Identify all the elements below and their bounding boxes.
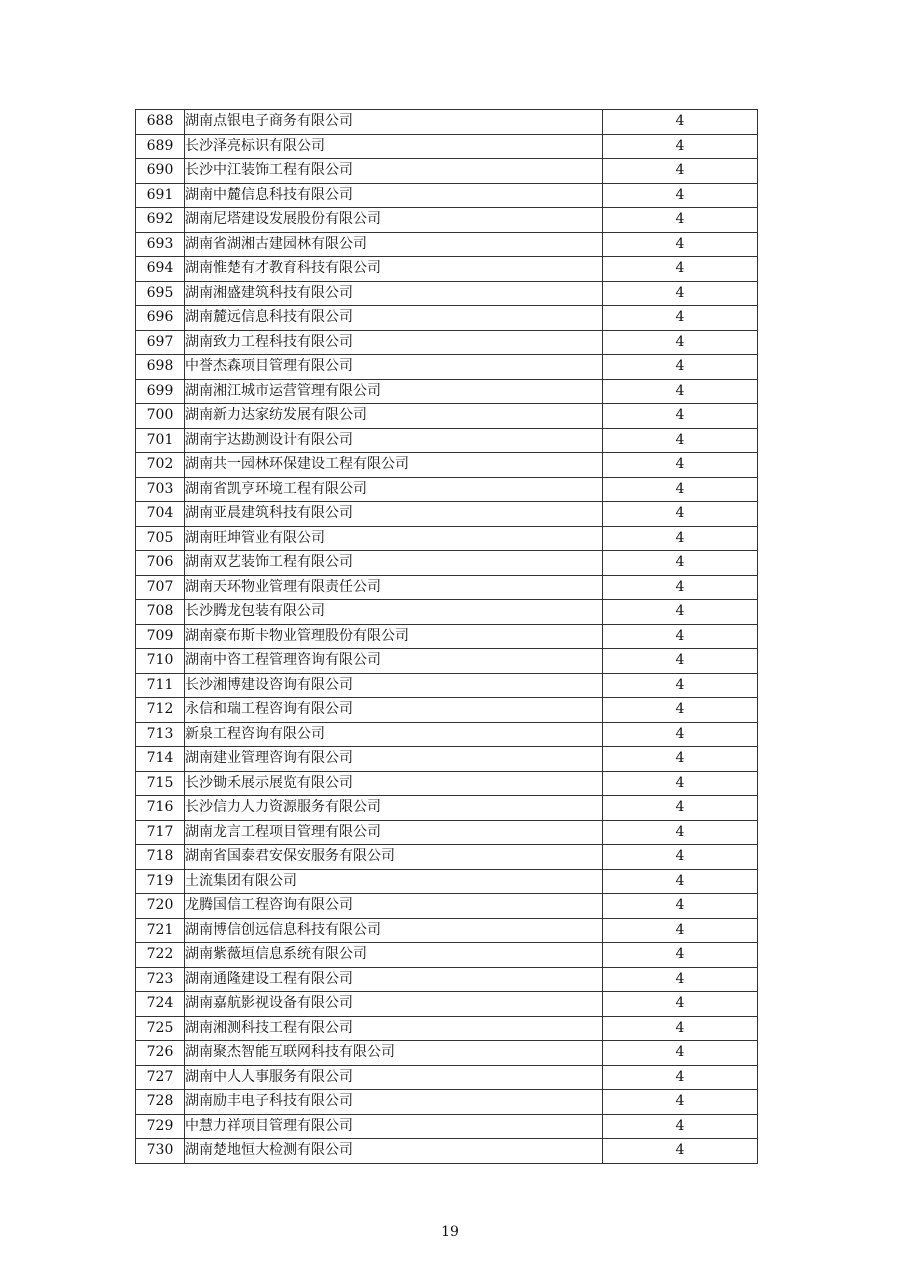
company-name: 新泉工程咨询有限公司 bbox=[185, 722, 603, 747]
row-number: 707 bbox=[136, 575, 185, 600]
table-row bbox=[136, 845, 758, 870]
row-number: 717 bbox=[136, 820, 185, 845]
row-number: 708 bbox=[136, 600, 185, 625]
table-row bbox=[136, 820, 758, 845]
table-row bbox=[136, 698, 758, 723]
count-value: 4 bbox=[603, 624, 758, 649]
row-number: 703 bbox=[136, 477, 185, 502]
count-value: 4 bbox=[603, 110, 758, 135]
row-number: 716 bbox=[136, 796, 185, 821]
company-name: 湖南通隆建设工程有限公司 bbox=[185, 967, 603, 992]
row-number: 709 bbox=[136, 624, 185, 649]
company-name: 湖南豪布斯卡物业管理股份有限公司 bbox=[185, 624, 603, 649]
table-row bbox=[136, 355, 758, 380]
table-row bbox=[136, 1065, 758, 1090]
count-value: 4 bbox=[603, 453, 758, 478]
row-number: 700 bbox=[136, 404, 185, 429]
row-number: 701 bbox=[136, 428, 185, 453]
row-number: 727 bbox=[136, 1065, 185, 1090]
count-value: 4 bbox=[603, 722, 758, 747]
table-row bbox=[136, 918, 758, 943]
row-number: 705 bbox=[136, 526, 185, 551]
count-value: 4 bbox=[603, 649, 758, 674]
count-value: 4 bbox=[603, 918, 758, 943]
table-row bbox=[136, 747, 758, 772]
company-name: 湖南宇达勘测设计有限公司 bbox=[185, 428, 603, 453]
count-value: 4 bbox=[603, 1016, 758, 1041]
table-row bbox=[136, 1041, 758, 1066]
count-value: 4 bbox=[603, 330, 758, 355]
table-row bbox=[136, 1139, 758, 1164]
count-value: 4 bbox=[603, 257, 758, 282]
count-value: 4 bbox=[603, 1041, 758, 1066]
table-row bbox=[136, 551, 758, 576]
row-number: 722 bbox=[136, 943, 185, 968]
table-row bbox=[136, 257, 758, 282]
row-number: 690 bbox=[136, 159, 185, 184]
company-name: 湖南亚晨建筑科技有限公司 bbox=[185, 502, 603, 527]
company-name: 湖南湘盛建筑科技有限公司 bbox=[185, 281, 603, 306]
row-number: 698 bbox=[136, 355, 185, 380]
table-row bbox=[136, 453, 758, 478]
count-value: 4 bbox=[603, 820, 758, 845]
row-number: 706 bbox=[136, 551, 185, 576]
row-number: 715 bbox=[136, 771, 185, 796]
company-name: 湖南嘉航影视设备有限公司 bbox=[185, 992, 603, 1017]
company-name: 永信和瑞工程咨询有限公司 bbox=[185, 698, 603, 723]
count-value: 4 bbox=[603, 477, 758, 502]
company-name: 湖南聚杰智能互联网科技有限公司 bbox=[185, 1041, 603, 1066]
company-name: 长沙泽亮标识有限公司 bbox=[185, 134, 603, 159]
company-name: 长沙湘博建设咨询有限公司 bbox=[185, 673, 603, 698]
table-row bbox=[136, 600, 758, 625]
table-row bbox=[136, 183, 758, 208]
table-row bbox=[136, 1016, 758, 1041]
row-number: 726 bbox=[136, 1041, 185, 1066]
table-row bbox=[136, 624, 758, 649]
count-value: 4 bbox=[603, 1065, 758, 1090]
count-value: 4 bbox=[603, 698, 758, 723]
row-number: 720 bbox=[136, 894, 185, 919]
count-value: 4 bbox=[603, 894, 758, 919]
row-number: 724 bbox=[136, 992, 185, 1017]
company-name: 中誉杰森项目管理有限公司 bbox=[185, 355, 603, 380]
table-row bbox=[136, 649, 758, 674]
count-value: 4 bbox=[603, 747, 758, 772]
table-row bbox=[136, 992, 758, 1017]
row-number: 704 bbox=[136, 502, 185, 527]
row-number: 697 bbox=[136, 330, 185, 355]
count-value: 4 bbox=[603, 600, 758, 625]
table-row bbox=[136, 281, 758, 306]
count-value: 4 bbox=[603, 526, 758, 551]
row-number: 699 bbox=[136, 379, 185, 404]
table-row bbox=[136, 894, 758, 919]
table-row bbox=[136, 1114, 758, 1139]
table-row bbox=[136, 869, 758, 894]
company-name: 湖南旺坤管业有限公司 bbox=[185, 526, 603, 551]
company-name: 中慧力祥项目管理有限公司 bbox=[185, 1114, 603, 1139]
company-name: 湖南惟楚有才教育科技有限公司 bbox=[185, 257, 603, 282]
count-value: 4 bbox=[603, 281, 758, 306]
row-number: 691 bbox=[136, 183, 185, 208]
company-table bbox=[135, 109, 758, 1164]
company-name: 湖南紫薇垣信息系统有限公司 bbox=[185, 943, 603, 968]
count-value: 4 bbox=[603, 208, 758, 233]
company-name: 湖南致力工程科技有限公司 bbox=[185, 330, 603, 355]
company-name: 湖南中人人事服务有限公司 bbox=[185, 1065, 603, 1090]
company-name: 长沙腾龙包装有限公司 bbox=[185, 600, 603, 625]
count-value: 4 bbox=[603, 183, 758, 208]
count-value: 4 bbox=[603, 1090, 758, 1115]
table-row bbox=[136, 232, 758, 257]
row-number: 688 bbox=[136, 110, 185, 135]
company-name: 湖南中咨工程管理咨询有限公司 bbox=[185, 649, 603, 674]
company-name: 湖南建业管理咨询有限公司 bbox=[185, 747, 603, 772]
count-value: 4 bbox=[603, 355, 758, 380]
company-name: 长沙中江装饰工程有限公司 bbox=[185, 159, 603, 184]
count-value: 4 bbox=[603, 306, 758, 331]
row-number: 723 bbox=[136, 967, 185, 992]
table-row bbox=[136, 943, 758, 968]
company-name: 湖南省湖湘古建园林有限公司 bbox=[185, 232, 603, 257]
row-number: 694 bbox=[136, 257, 185, 282]
company-name: 湖南双艺装饰工程有限公司 bbox=[185, 551, 603, 576]
table-row bbox=[136, 428, 758, 453]
table-row bbox=[136, 134, 758, 159]
table-row bbox=[136, 771, 758, 796]
company-name: 湖南湘测科技工程有限公司 bbox=[185, 1016, 603, 1041]
row-number: 729 bbox=[136, 1114, 185, 1139]
company-name: 龙腾国信工程咨询有限公司 bbox=[185, 894, 603, 919]
company-name: 湖南励丰电子科技有限公司 bbox=[185, 1090, 603, 1115]
count-value: 4 bbox=[603, 845, 758, 870]
company-name: 长沙锄禾展示展览有限公司 bbox=[185, 771, 603, 796]
table-row bbox=[136, 306, 758, 331]
table-row bbox=[136, 404, 758, 429]
company-name: 湖南省凯亨环境工程有限公司 bbox=[185, 477, 603, 502]
company-name: 长沙信力人力资源服务有限公司 bbox=[185, 796, 603, 821]
table-row bbox=[136, 477, 758, 502]
company-name: 湖南湘江城市运营管理有限公司 bbox=[185, 379, 603, 404]
row-number: 695 bbox=[136, 281, 185, 306]
table-row bbox=[136, 575, 758, 600]
row-number: 712 bbox=[136, 698, 185, 723]
count-value: 4 bbox=[603, 943, 758, 968]
count-value: 4 bbox=[603, 796, 758, 821]
table-row bbox=[136, 967, 758, 992]
row-number: 711 bbox=[136, 673, 185, 698]
count-value: 4 bbox=[603, 673, 758, 698]
company-name: 湖南新力达家纺发展有限公司 bbox=[185, 404, 603, 429]
company-name: 湖南博信创远信息科技有限公司 bbox=[185, 918, 603, 943]
row-number: 725 bbox=[136, 1016, 185, 1041]
count-value: 4 bbox=[603, 404, 758, 429]
count-value: 4 bbox=[603, 502, 758, 527]
table-row bbox=[136, 159, 758, 184]
company-name: 湖南中麓信息科技有限公司 bbox=[185, 183, 603, 208]
table-row bbox=[136, 208, 758, 233]
company-name: 湖南省国泰君安保安服务有限公司 bbox=[185, 845, 603, 870]
count-value: 4 bbox=[603, 159, 758, 184]
company-name: 湖南龙言工程项目管理有限公司 bbox=[185, 820, 603, 845]
company-name: 湖南共一园林环保建设工程有限公司 bbox=[185, 453, 603, 478]
row-number: 692 bbox=[136, 208, 185, 233]
company-name: 湖南点银电子商务有限公司 bbox=[185, 110, 603, 135]
table-row bbox=[136, 110, 758, 135]
table-row bbox=[136, 330, 758, 355]
count-value: 4 bbox=[603, 1114, 758, 1139]
company-name: 湖南天环物业管理有限责任公司 bbox=[185, 575, 603, 600]
page-number: 19 bbox=[441, 1224, 459, 1240]
count-value: 4 bbox=[603, 1139, 758, 1164]
row-number: 721 bbox=[136, 918, 185, 943]
table-row bbox=[136, 1090, 758, 1115]
table-row bbox=[136, 379, 758, 404]
row-number: 702 bbox=[136, 453, 185, 478]
count-value: 4 bbox=[603, 992, 758, 1017]
count-value: 4 bbox=[603, 379, 758, 404]
table-row bbox=[136, 502, 758, 527]
row-number: 710 bbox=[136, 649, 185, 674]
row-number: 696 bbox=[136, 306, 185, 331]
table-row bbox=[136, 722, 758, 747]
count-value: 4 bbox=[603, 967, 758, 992]
company-name: 湖南麓远信息科技有限公司 bbox=[185, 306, 603, 331]
company-name: 湖南楚地恒大检测有限公司 bbox=[185, 1139, 603, 1164]
table-row bbox=[136, 673, 758, 698]
count-value: 4 bbox=[603, 134, 758, 159]
row-number: 714 bbox=[136, 747, 185, 772]
row-number: 693 bbox=[136, 232, 185, 257]
row-number: 730 bbox=[136, 1139, 185, 1164]
table-row bbox=[136, 526, 758, 551]
count-value: 4 bbox=[603, 232, 758, 257]
count-value: 4 bbox=[603, 575, 758, 600]
company-name: 土流集团有限公司 bbox=[185, 869, 603, 894]
table-body bbox=[136, 110, 758, 1164]
company-name: 湖南尼塔建设发展股份有限公司 bbox=[185, 208, 603, 233]
row-number: 713 bbox=[136, 722, 185, 747]
row-number: 719 bbox=[136, 869, 185, 894]
table-row bbox=[136, 796, 758, 821]
row-number: 718 bbox=[136, 845, 185, 870]
count-value: 4 bbox=[603, 771, 758, 796]
row-number: 689 bbox=[136, 134, 185, 159]
count-value: 4 bbox=[603, 428, 758, 453]
row-number: 728 bbox=[136, 1090, 185, 1115]
count-value: 4 bbox=[603, 551, 758, 576]
count-value: 4 bbox=[603, 869, 758, 894]
